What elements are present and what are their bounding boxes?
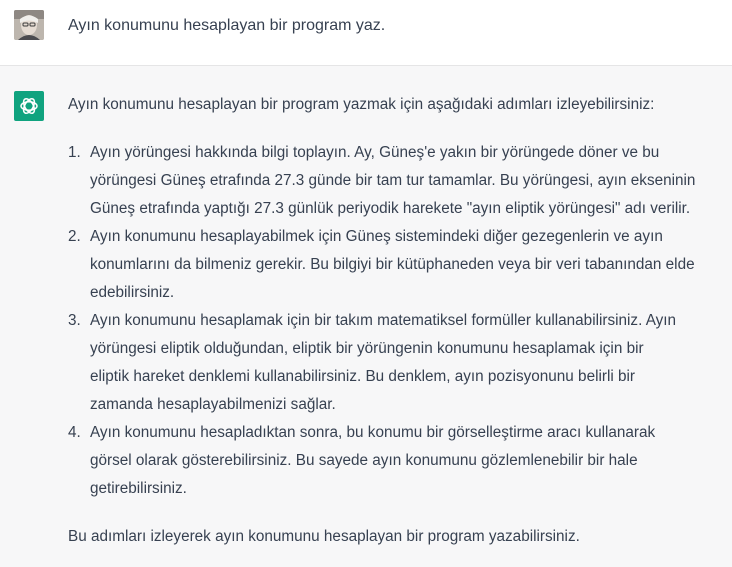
- step-line: Güneş etrafında yaptığı 27.3 günlük periyodik harekete "ayın eliptik yörüngesi" adı verilir.: [90, 200, 691, 217]
- step-text: [90, 419, 732, 503]
- user-message-row: [0, 0, 732, 66]
- step-text: [90, 223, 732, 307]
- step-number: 2.: [68, 228, 81, 245]
- step-number: 3.: [68, 312, 81, 329]
- step-line: yörüngesi eliptik olduğundan, eliptik bir yörüngenin konumunu hesaplamak için bir: [90, 340, 644, 357]
- step-text: [90, 307, 732, 419]
- assistant-avatar: [14, 91, 44, 121]
- openai-logo-icon: [19, 96, 39, 116]
- step-text: [90, 139, 732, 223]
- user-photo-icon: [14, 10, 44, 40]
- step-line: yörüngesi Güneş etrafında 27.3 günde bir tam tur tamamlar. Bu yörüngesi, ayın ekseninin: [90, 172, 696, 189]
- step-line: eliptik hareket denklemi kullanabilirsiniz. Bu denklem, ayın pozisyonunu belirli bir: [90, 368, 636, 385]
- step-line: Ayın konumunu hesapladıktan sonra, bu konumu bir görselleştirme aracı kullanarak: [90, 424, 656, 441]
- step-line: edebilirsiniz.: [90, 284, 175, 301]
- list-item-step-3: [68, 307, 732, 419]
- step-line: konumlarını da bilmeniz gerekir. Bu bilgiyi bir kütüphaneden veya bir veri tabanından elde: [90, 256, 695, 273]
- step-line: görsel olarak gösterebilirsiniz. Bu sayede ayın konumunu gözlemlenebilir bir hale: [90, 452, 638, 469]
- user-avatar: [14, 10, 44, 40]
- steps-list: [68, 139, 732, 503]
- list-item-step-4: [68, 419, 732, 503]
- list-item-step-2: [68, 223, 732, 307]
- step-line: Ayın yörüngesi hakkında bilgi toplayın. Ay, Güneş'e yakın bir yörüngede döner ve bu: [90, 144, 660, 161]
- user-message-text: Ayın konumunu hesaplayan bir program yaz.: [68, 17, 386, 34]
- step-line: Ayın konumunu hesaplayabilmek için Güneş sistemindeki diğer gezegenlerin ve ayın: [90, 228, 663, 245]
- step-line: Ayın konumunu hesaplamak için bir takım matematiksel formüller kullanabilirsiniz. Ayın: [90, 312, 677, 329]
- response-intro: Ayın konumunu hesaplayan bir program yazmak için aşağıdaki adımları izleyebilirsiniz:: [68, 96, 655, 113]
- assistant-response: [68, 91, 732, 551]
- assistant-message-row: [0, 66, 732, 567]
- step-line: zamanda hesaplayabilmenizi sağlar.: [90, 396, 336, 413]
- step-number: 1.: [68, 144, 81, 161]
- response-closing: Bu adımları izleyerek ayın konumunu hesaplayan bir program yazabilirsiniz.: [68, 528, 580, 545]
- step-line: getirebilirsiniz.: [90, 480, 187, 497]
- list-item-step-1: [68, 139, 732, 223]
- step-number: 4.: [68, 424, 81, 441]
